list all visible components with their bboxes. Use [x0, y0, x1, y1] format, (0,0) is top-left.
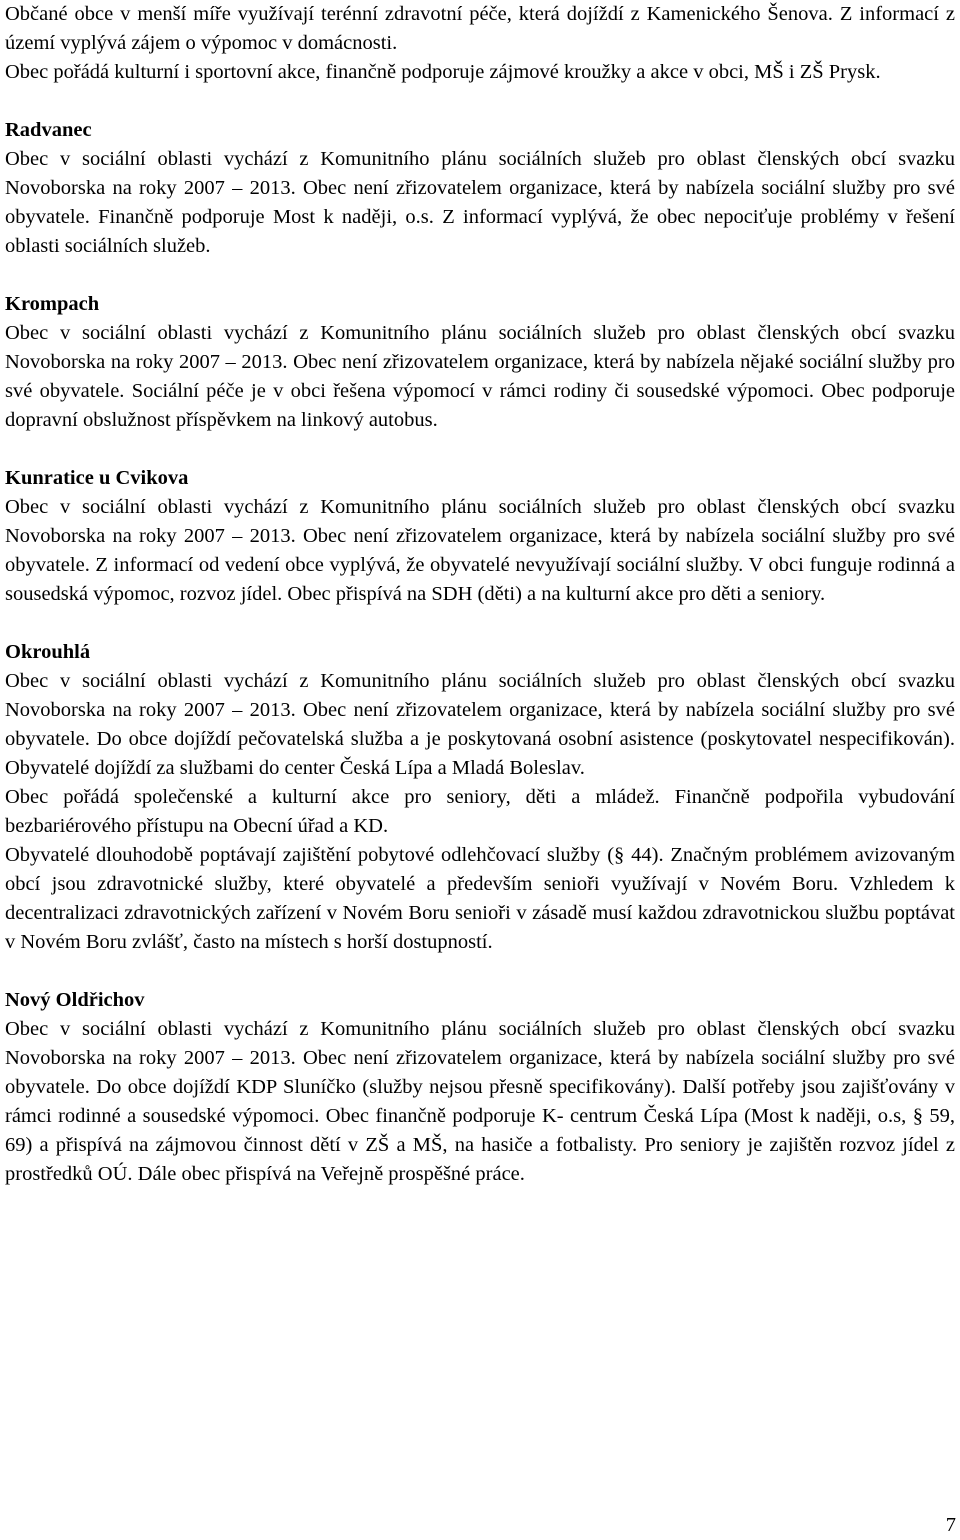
section-heading: Radvanec — [5, 119, 92, 141]
intro-paragraph: Obec pořádá kulturní i sportovní akce, finančně podporuje zájmové kroužky a akce v obci, MŠ i ZŠ Prysk. — [5, 61, 881, 83]
intro-block — [5, 0, 955, 87]
section-heading: Kunratice u Cvikova — [5, 467, 189, 489]
section-heading: Krompach — [5, 293, 100, 315]
section-paragraph: Obec v sociální oblasti vychází z Komunitního plánu sociálních služeb pro oblast členských obcí svazku Novoborska na roky 2007 – 2013. Obec není zřizovatelem organizace, která by nabízela sociální služby pro své obyvatele. Do obce dojíždí KDP Sluníčko (služby nejsou přesně specifikovány). Další potřeby jsou zajišťovány v rámci rodinné a sousedské výpomoci. Obec finančně podporuje K- centrum Česká Lípa (Most k naději, o.s, § 59, 69) a přispívá na zájmovou činnost dětí v ZŠ a MŠ, na hasiče a fotbalisty. Pro seniory je zajištěn rozvoz jídel z prostředků OÚ. Dále obec přispívá na Veřejně prospěšné práce. — [5, 1018, 955, 1185]
section-paragraph: Obyvatelé dlouhodobě poptávají zajištění pobytové odlehčovací služby (§ 44). Značným problémem avizovaným obcí jsou zdravotnické služby, které obyvatelé a především senioři využívají v Novém Boru. Vzhledem k decentralizaci zdravotnických zařízení v Novém Boru senioři v zásadě musí každou zdravotnickou službu poptávat v Novém Boru zvlášť, často na místech s horší dostupností. — [5, 844, 955, 953]
section-krompach — [5, 290, 955, 435]
section-paragraph: Obec v sociální oblasti vychází z Komunitního plánu sociálních služeb pro oblast členských obcí svazku Novoborska na roky 2007 – 2013. Obec není zřizovatelem organizace, která by nabízela sociální služby pro své obyvatele. Z informací od vedení obce vyplývá, že obyvatelé nevyužívají sociální služby. V obci funguje rodinná a sousedská výpomoc, rozvoz jídel. Obec přispívá na SDH (děti) a na kulturní akce pro děti a seniory. — [5, 496, 955, 605]
section-paragraph: Obec v sociální oblasti vychází z Komunitního plánu sociálních služeb pro oblast členských obcí svazku Novoborska na roky 2007 – 2013. Obec není zřizovatelem organizace, která by nabízela nějaké sociální služby pro své obyvatele. Sociální péče je v obci řešena výpomocí v rámci rodiny či sousedské výpomoci. Obec podporuje dopravní obslužnost příspěvkem na linkový autobus. — [5, 322, 955, 431]
document-page — [5, 0, 955, 1189]
section-heading: Okrouhlá — [5, 641, 91, 663]
section-okrouhla — [5, 638, 955, 957]
section-novy-oldrichov — [5, 986, 955, 1189]
section-paragraph: Obec pořádá společenské a kulturní akce pro seniory, děti a mládež. Finančně podpořila vybudování bezbariérového přístupu na Obecní úřad a KD. — [5, 786, 955, 837]
page-number: 7 — [945, 1514, 956, 1536]
section-heading: Nový Oldřichov — [5, 989, 145, 1011]
section-radvanec — [5, 116, 955, 261]
intro-paragraph: Občané obce v menší míře využívají terénní zdravotní péče, která dojíždí z Kamenického Šenova. Z informací z území vyplývá zájem o výpomoc v domácnosti. — [5, 3, 955, 54]
section-paragraph: Obec v sociální oblasti vychází z Komunitního plánu sociálních služeb pro oblast členských obcí svazku Novoborska na roky 2007 – 2013. Obec není zřizovatelem organizace, která by nabízela sociální služby pro své obyvatele. Do obce dojíždí pečovatelská služba a je poskytovaná osobní asistence (poskytovatel nespecifikován). Obyvatelé dojíždí za službami do center Česká Lípa a Mladá Boleslav. — [5, 670, 955, 779]
section-paragraph: Obec v sociální oblasti vychází z Komunitního plánu sociálních služeb pro oblast členských obcí svazku Novoborska na roky 2007 – 2013. Obec není zřizovatelem organizace, která by nabízela sociální služby pro své obyvatele. Finančně podporuje Most k naději, o.s. Z informací vyplývá, že obec nepociťuje problémy v řešení oblasti sociálních služeb. — [5, 148, 955, 257]
section-kunratice-u-cvikova — [5, 464, 955, 609]
